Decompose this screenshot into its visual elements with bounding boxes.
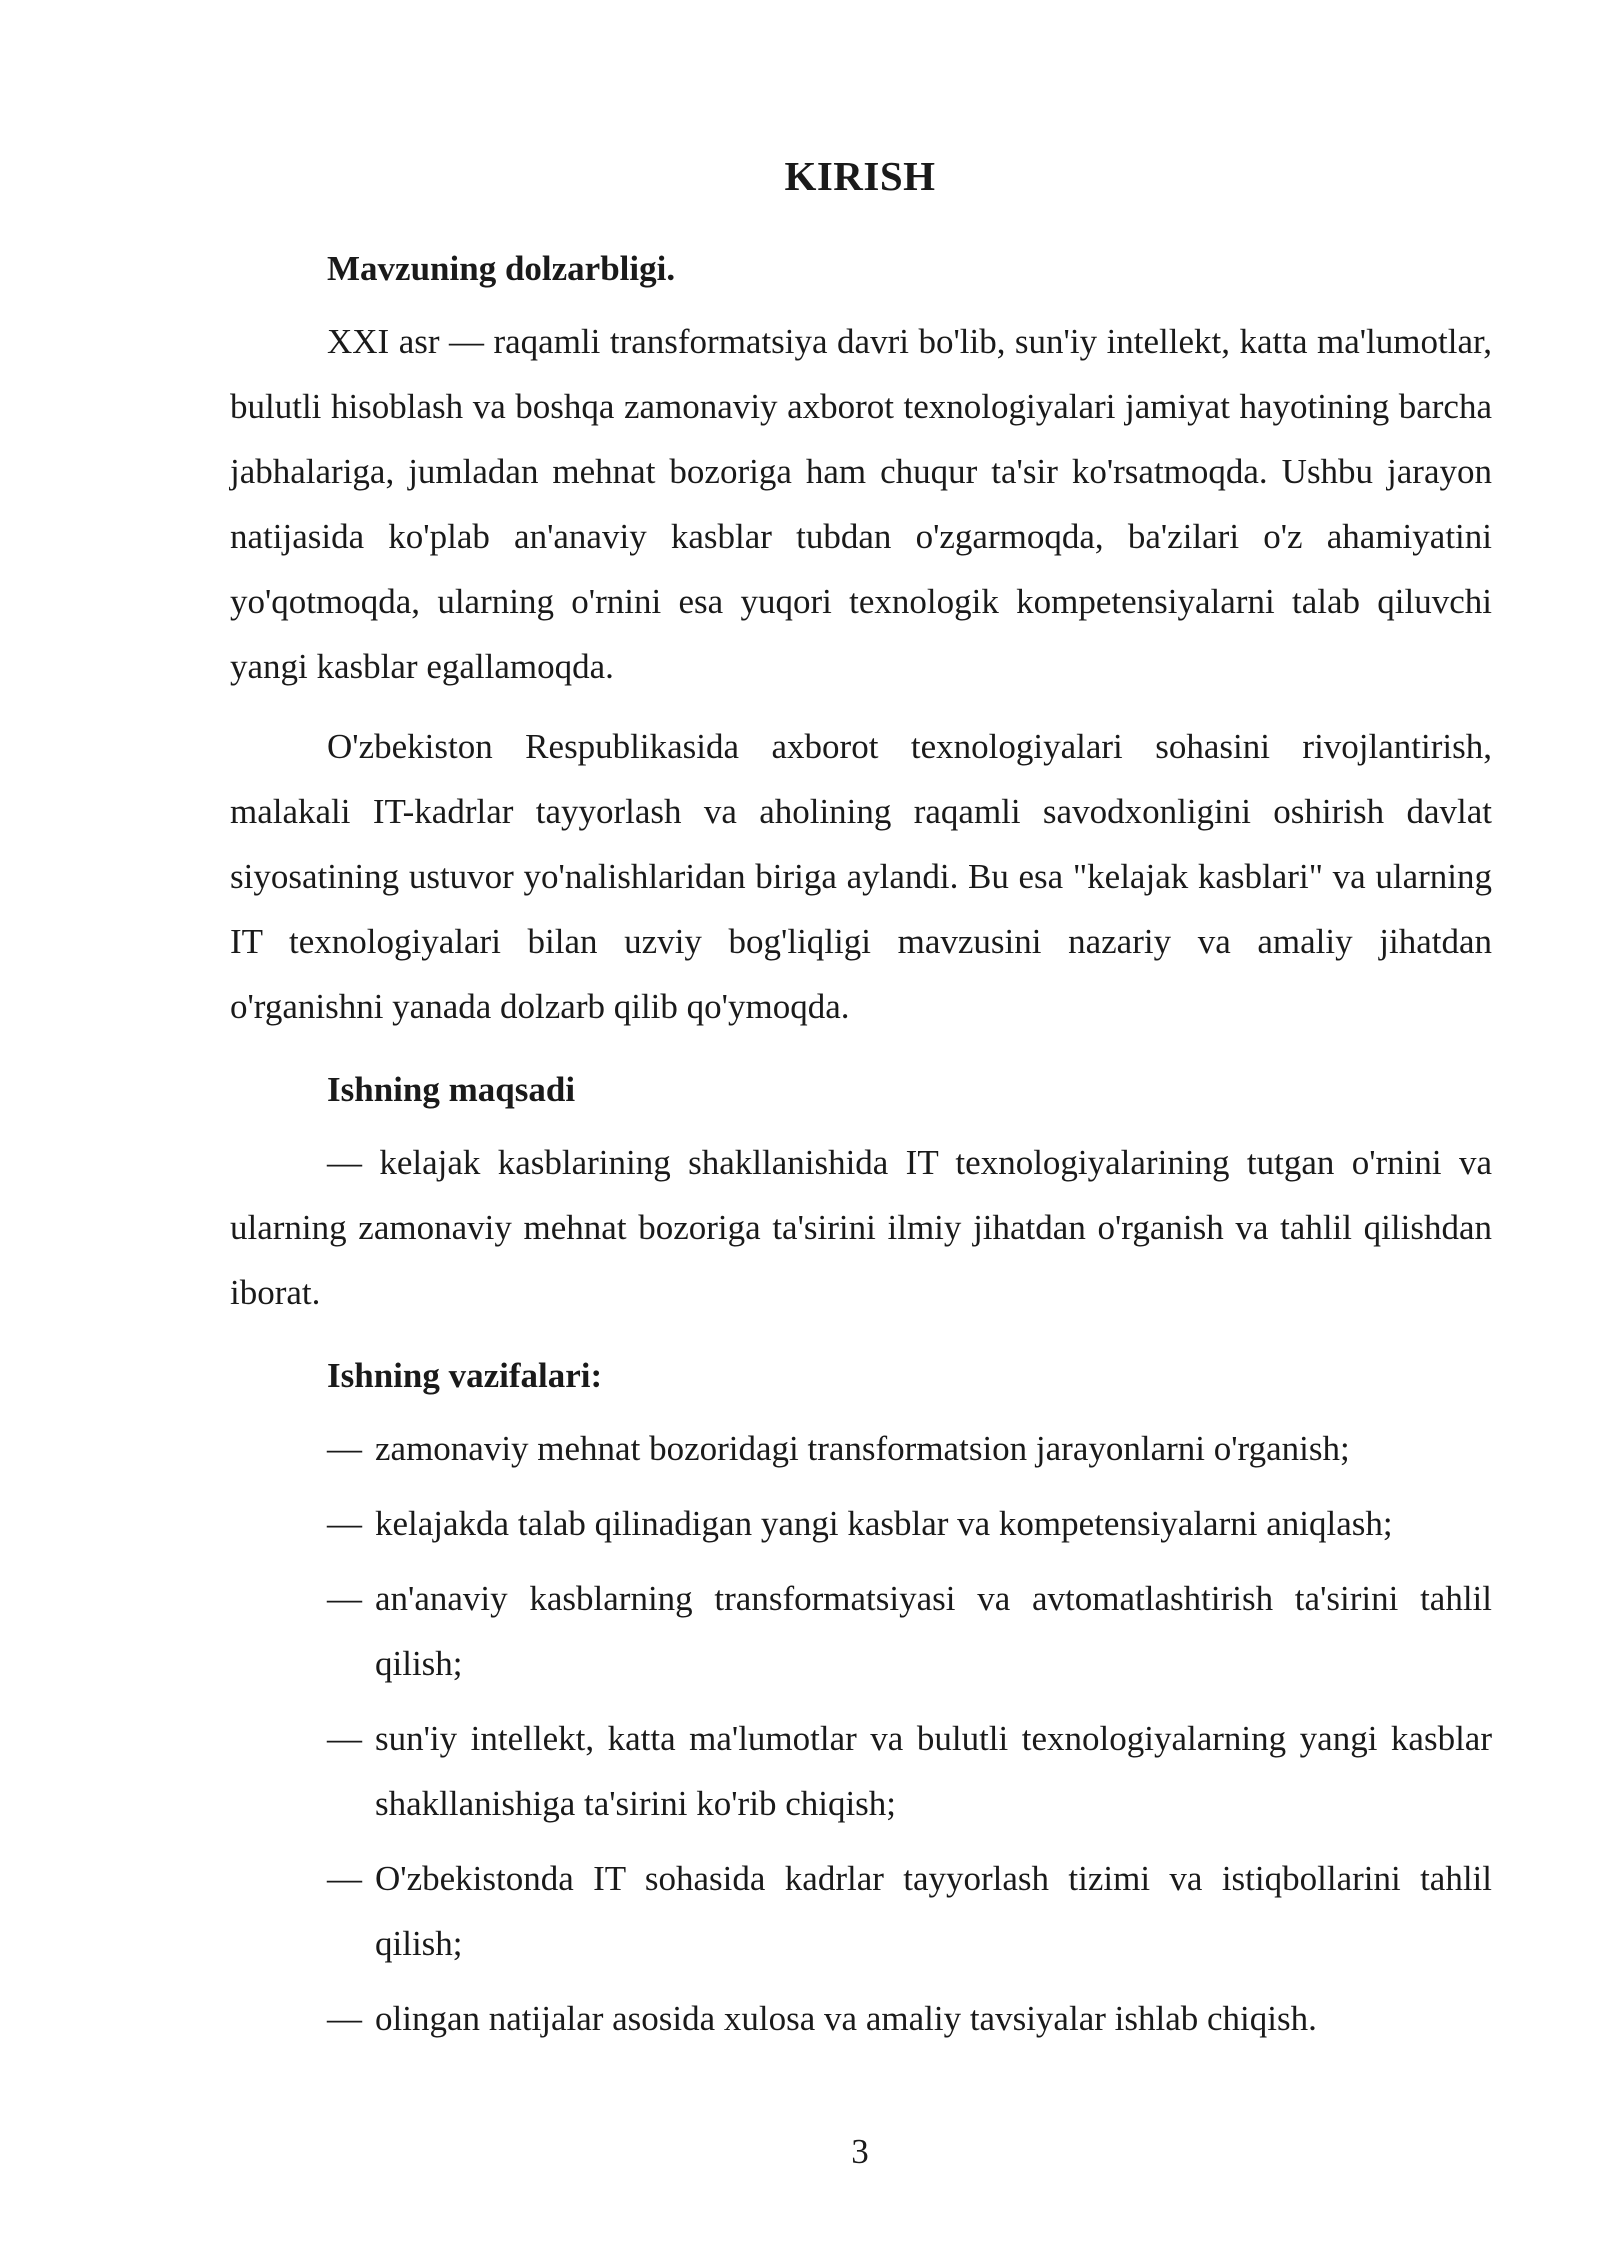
goal-paragraph: — kelajak kasblarining shakllanishida IT texnologiyalarining tutgan o'rnini va ularning zamonaviy mehnat bozoriga ta'sirini ilmiy jihatdan o'rganish va tahlil qilishdan iborat. <box>230 1143 1492 1312</box>
list-item <box>230 1491 1492 1556</box>
goal-heading: Ishning maqsadi <box>327 1070 576 1109</box>
dash-bullet: — <box>327 1429 362 1468</box>
tasks-heading: Ishning vazifalari: <box>327 1356 603 1395</box>
dash-bullet: — <box>327 1719 362 1758</box>
relevance-paragraph-1: XXI asr — raqamli transformatsiya davri bo'lib, sun'iy intellekt, katta ma'lumotlar, bulutli hisoblash va boshqa zamonaviy axborot texnologiyalari jamiyat hayotining barcha jabhalariga, jumladan mehnat bozoriga ham chuqur ta'sir ko'rsatmoqda. Ushbu jarayon natijasida ko'plab an'anaviy kasblar tubdan o'zgarmoqda, ba'zilari o'z ahamiyatini yo'qotmoqda, ularning o'rnini esa yuqori texnologik kompetensiyalarni talab qiluvchi yangi kasblar egallamoqda. <box>230 322 1492 686</box>
dash-bullet: — <box>327 1579 362 1618</box>
list-item <box>230 1566 1492 1696</box>
task-text: zamonaviy mehnat bozoridagi transformatsion jarayonlarni o'rganish; <box>375 1429 1350 1468</box>
task-text: kelajakda talab qilinadigan yangi kasblar va kompetensiyalarni aniqlash; <box>375 1504 1393 1543</box>
dash-bullet: — <box>327 1504 362 1543</box>
task-text: O'zbekistonda IT sohasida kadrlar tayyorlash tizimi va istiqbollarini tahlil qilish; <box>375 1859 1492 1963</box>
document-body <box>230 236 1492 2051</box>
relevance-heading: Mavzuning dolzarbligi. <box>327 249 676 288</box>
list-item <box>230 1416 1492 1481</box>
list-item <box>230 1986 1492 2051</box>
list-item <box>230 1706 1492 1836</box>
page-title: KIRISH <box>784 153 936 199</box>
task-text: olingan natijalar asosida xulosa va amaliy tavsiyalar ishlab chiqish. <box>375 1999 1317 2038</box>
dash-bullet: — <box>327 1999 362 2038</box>
tasks-list <box>230 1416 1492 2051</box>
dash-bullet: — <box>327 1859 362 1898</box>
list-item <box>230 1846 1492 1976</box>
page-number: 3 <box>851 2132 869 2171</box>
task-text: an'anaviy kasblarning transformatsiyasi va avtomatlashtirish ta'sirini tahlil qilish; <box>375 1579 1492 1683</box>
relevance-paragraph-2: O'zbekiston Respublikasida axborot texnologiyalari sohasini rivojlantirish, malakali IT-kadrlar tayyorlash va aholining raqamli savodxonligini oshirish davlat siyosatining ustuvor yo'nalishlaridan biriga aylandi. Bu esa "kelajak kasblari" va ularning IT texnologiyalari bilan uzviy bog'liqligi mavzusini nazariy va amaliy jihatdan o'rganishni yanada dolzarb qilib qo'ymoqda. <box>230 727 1492 1026</box>
task-text: sun'iy intellekt, katta ma'lumotlar va bulutli texnologiyalarning yangi kasblar shakllanishiga ta'sirini ko'rib chiqish; <box>375 1719 1492 1823</box>
